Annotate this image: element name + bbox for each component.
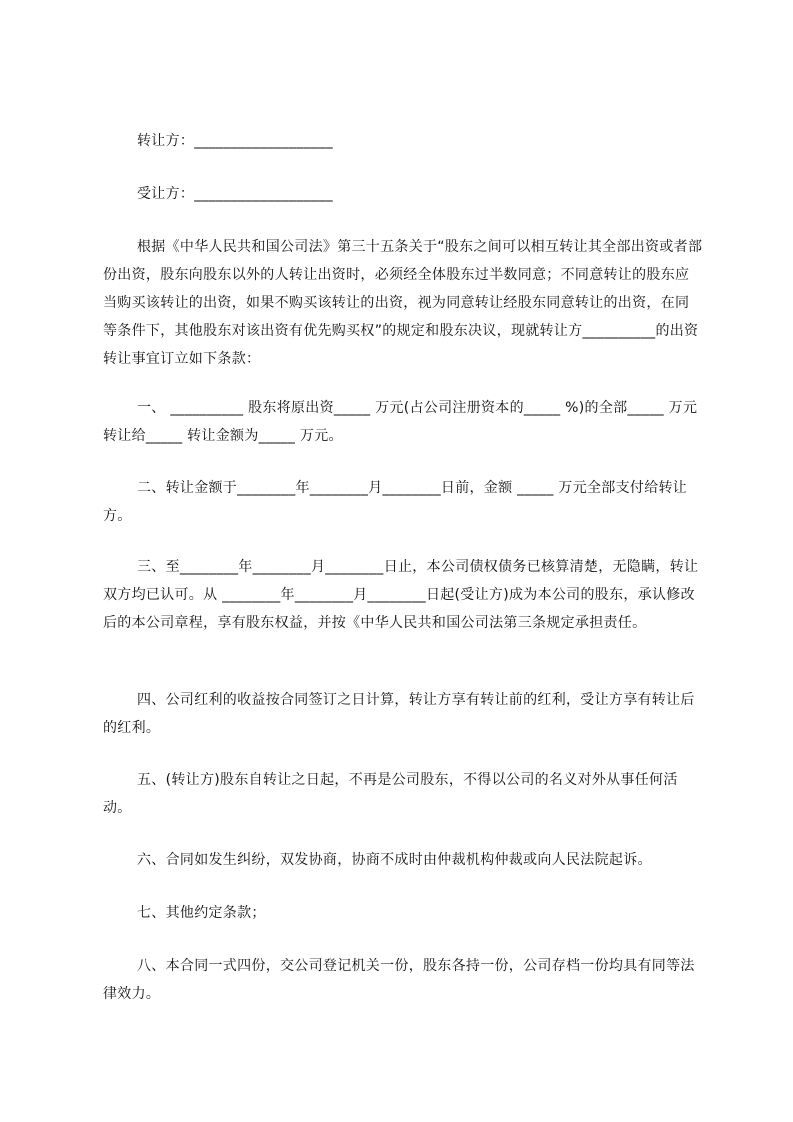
clause-2: 二、转让金额于________年________月________日前，金额 _____ 万元全部支付给转让方。 [103,480,688,524]
transferor-line: 转让方：___________________ [137,133,333,149]
clause-4: 四、公司红利的收益按合同签订之日计算，转让方享有转让前的红利，受让方享有转让后的红利。 [103,692,695,736]
clause-7: 七、其他约定条款； [137,905,266,921]
clause-5: 五、(转让方)股东自转让之日起，不再是公司股东，不得以公司的名义对外从事任何活动。 [103,772,678,816]
clause-1: 一、 __________ 股东将原出资_____ 万元(占公司注册资本的_____ %)的全部_____ 万元转让给_____ 转让金额为_____ 万元。 [103,400,698,444]
clause-8: 八、本合同一式四份，交公司登记机关一份，股东各持一份，公司存档一份均具有同等法律效力。 [103,958,695,1002]
transferee-line: 受让方：___________________ [137,186,333,202]
clause-3: 三、至________年________月________日止，本公司债权债务已核算清楚，无隐瞒，转让双方均已认可。从 ________年________月________日起(受让方)成为本公司的股东，承认修改后的本公司章程，享有股东权益，并按《中华人民共和国公司法第三条规定承担责任。 [103,559,699,631]
preamble-paragraph: 根据《中华人民共和国公司法》第三十五条关于“股东之间可以相互转让其全部出资或者部份出资，股东向股东以外的人转让出资时，必须经全体股东过半数同意；不同意转让的股东应当购买该转让的出资，如果不购买该转让的出资，视为同意转让经股东同意转让的出资，在同等条件下，其他股东对该出资有优先购买权”的规定和股东决议，现就转让方__________的出资转让事宜订立如下条款： [103,239,703,367]
clause-6: 六、合同如发生纠纷，双发协商，协商不成时由仲裁机构仲裁或向人民法院起诉。 [137,852,652,868]
